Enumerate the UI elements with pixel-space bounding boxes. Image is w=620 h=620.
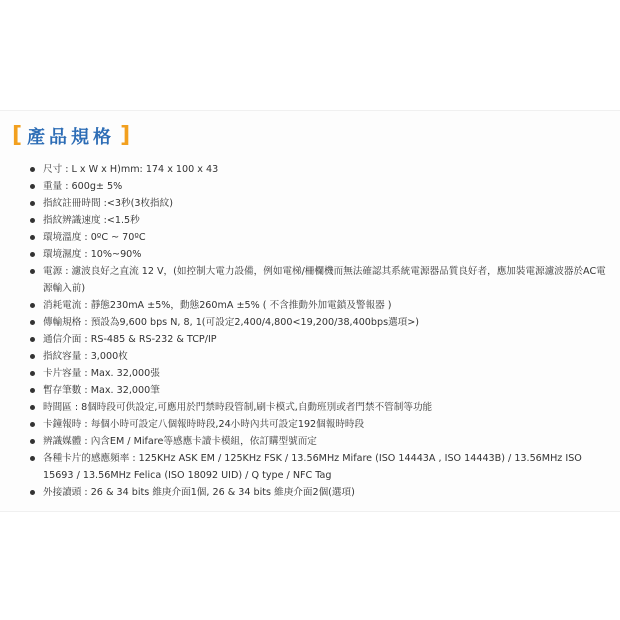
spec-item-transmission: 傳輸規格 : 預設為9,600 bps N, 8, 1(可設定2,400/4,800<19,200/38,400bps選項>) (28, 314, 606, 331)
spec-item-power: 電源 : 濾波良好之直流 12 V，(如控制大電力設備，例如電梯/柵欄機而無法確認其系統電源器品質良好者，應加裝電源濾波器於AC電源輸入前) (28, 263, 606, 297)
spec-item-current: 消耗電流 : 靜態230mA ±5%，動態260mA ±5% ( 不含推動外加電鎖及警報器 ) (28, 297, 606, 314)
heading-bracket-left: [ (12, 123, 23, 148)
spec-item-temperature: 環境溫度 : 0ºC ~ 70ºC (28, 229, 606, 246)
spec-item-media: 辨識媒體 : 內含EM / Mifare等感應卡讀卡模組，依訂購型號而定 (28, 433, 606, 450)
spec-item-weight: 重量 : 600g± 5% (28, 178, 606, 195)
product-spec-panel (0, 110, 620, 512)
spec-item-humidity: 環境濕度 : 10%~90% (28, 246, 606, 263)
spec-item-dimensions: 尺寸 : L x W x H)mm: 174 x 100 x 43 (28, 161, 606, 178)
section-title: 產品規格 (27, 127, 116, 148)
spec-item-time-zone: 時間區 : 8個時段可供設定,可應用於門禁時段管制,刷卡模式,自動班別或者門禁不管制等功能 (28, 399, 606, 416)
spec-item-interface: 通信介面 : RS-485 & RS-232 & TCP/IP (28, 331, 606, 348)
spec-item-record-capacity: 暫存筆數 : Max. 32,000筆 (28, 382, 606, 399)
spec-item-fingerprint-capacity: 指紋容量 : 3,000枚 (28, 348, 606, 365)
spec-item-external-reader: 外接讀頭 : 26 & 34 bits 維庚介面1個, 26 & 34 bits 維庚介面2個(選項) (28, 484, 606, 501)
spec-item-frequency: 各種卡片的感應頻率 : 125KHz ASK EM / 125KHz FSK / 13.56MHz Mifare (ISO 14443A , ISO 14443B) / 13.56MHz ISO 15693 / 13.56MHz Felica (ISO 18092 UID) / Q type / NFC Tag (28, 450, 606, 484)
spec-item-fingerprint-enroll-time: 指紋註冊時間 :<3秒(3枚指紋) (28, 195, 606, 212)
spec-list (28, 161, 606, 501)
section-heading (12, 121, 130, 151)
spec-item-fingerprint-verify-speed: 指紋辨識速度 :<1.5秒 (28, 212, 606, 229)
heading-bracket-right: ] (120, 123, 131, 148)
spec-item-card-capacity: 卡片容量 : Max. 32,000張 (28, 365, 606, 382)
spec-item-bell-schedule: 卡鐘報時 : 每個小時可設定八個報時時段,24小時內共可設定192個報時時段 (28, 416, 606, 433)
